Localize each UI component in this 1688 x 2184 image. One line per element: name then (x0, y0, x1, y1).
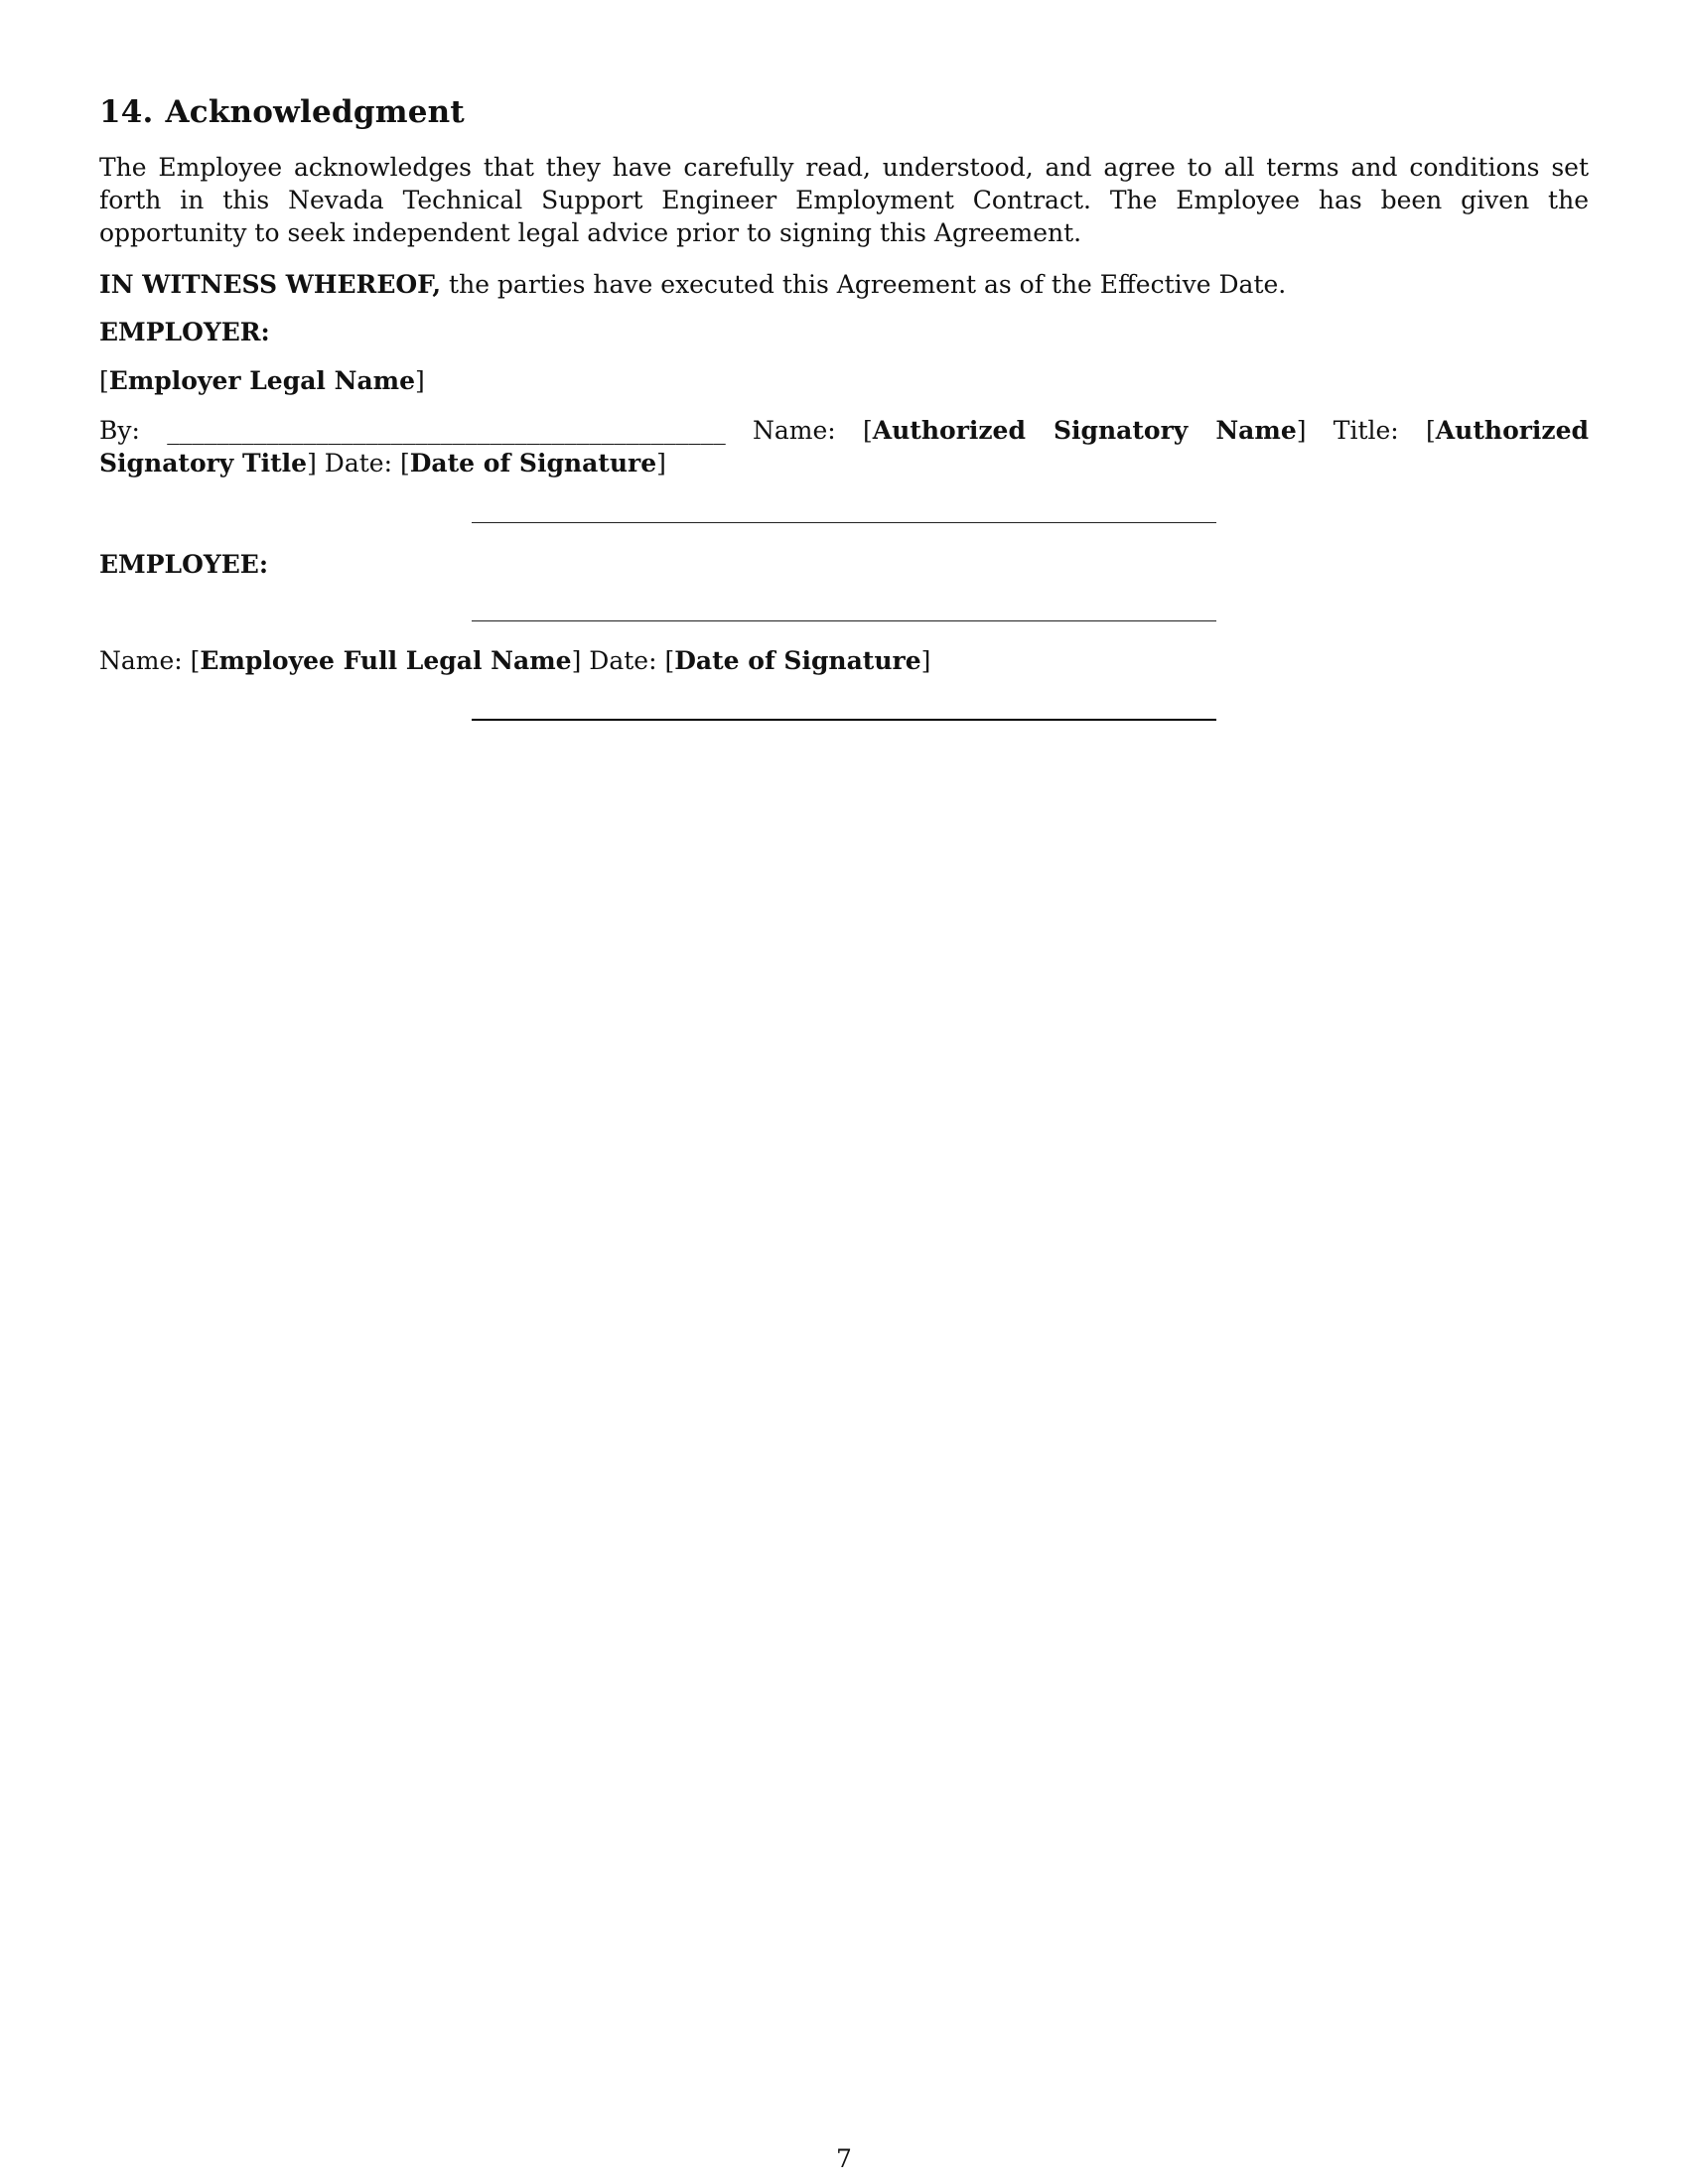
acknowledgment-paragraph: The Employee acknowledges that they have carefully read, understood, and agree to all terms and conditions set forth in this Nevada Technical Support Engineer Employment Contract. The Employee has been given the opportunity to seek independent legal advice prior to signing this Agreement. (99, 153, 1589, 247)
employer-heading: EMPLOYER: (99, 318, 270, 346)
employer-date-label: Date: (316, 449, 400, 478)
bracket-close: ] (307, 449, 317, 478)
witness-text: the parties have executed this Agreement as of the Effective Date. (441, 270, 1287, 299)
signature-line (472, 620, 1216, 621)
witness-paragraph (99, 268, 1589, 301)
employer-signature-blank: _____________________________________________ (167, 416, 726, 445)
employee-date-label: Date: (581, 646, 665, 675)
bracket-open: [ (99, 366, 109, 395)
employer-date-value: Date of Signature (409, 449, 657, 478)
signature-line (472, 719, 1216, 721)
employee-signature-block (99, 644, 930, 677)
bracket-close: ] (656, 449, 666, 478)
witness-lead: IN WITNESS WHEREOF, (99, 270, 442, 299)
bracket-open: [ (862, 416, 873, 445)
employee-date-value: Date of Signature (674, 646, 921, 675)
bracket-open: [ (399, 449, 410, 478)
section-heading (99, 94, 465, 130)
employer-legal-name-value: Employer Legal Name (108, 366, 416, 395)
employer-signatory-name: Authorized Signatory Name (872, 416, 1297, 445)
employer-signature-block (99, 414, 1589, 479)
employer-legal-name (99, 364, 425, 397)
signature-line (472, 522, 1216, 523)
by-label: By: (99, 416, 168, 445)
section-number: 14. (99, 94, 154, 130)
page-number: 7 (836, 2144, 852, 2173)
bracket-close: ] (571, 646, 582, 675)
employee-name-label: Name: (99, 646, 191, 675)
document-page (99, 0, 1589, 2184)
employee-name-value: Employee Full Legal Name (200, 646, 572, 675)
section-title: Acknowledgment (165, 94, 465, 130)
employer-name-label: Name: (725, 416, 863, 445)
bracket-close: ] (1296, 416, 1307, 445)
employer-title-label: Title: (1306, 416, 1426, 445)
employee-heading: EMPLOYEE: (99, 550, 269, 579)
bracket-close: ] (415, 366, 425, 395)
bracket-open: [ (664, 646, 675, 675)
employer-signatory-title: Authorized Signatory Title (99, 416, 1589, 478)
bracket-close: ] (920, 646, 931, 675)
bracket-open: [ (190, 646, 201, 675)
bracket-open: [ (1426, 416, 1436, 445)
